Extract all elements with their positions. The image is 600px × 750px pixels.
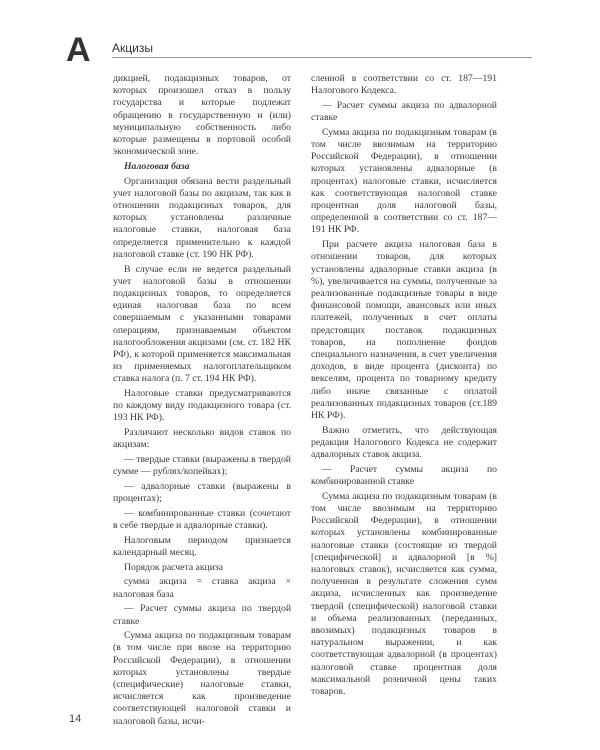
paragraph: Налоговым периодом признается календарный месяц. (113, 534, 291, 559)
paragraph: дикцией, подакцизных товаров, от которых произошел отказ в пользу государства и которые подлежат обращению в государственную и (или) муниципальную собственность либо которые размещены в портовой особой экономической зоне. (113, 73, 291, 158)
paragraph: — Расчет суммы акциза по комбинированной ставке (311, 463, 497, 487)
paragraph: Сумма акциза по подакцизным товарам (в том числе ввозимым на территорию Российской Федерации), в отношении которых установлены адвалорные (в процентах) налоговые ставки, исчисляется как соответствующая налоговой ставке процентная доля налоговой базы, определенной в соответствии со ст. 187—191 НК РФ. (311, 126, 497, 236)
paragraph: Важно отметить, что действующая редакция Налогового Кодекса не содержит адвалорных ставок акциза. (311, 424, 497, 461)
page-number: 14 (69, 713, 82, 725)
paragraph: — комбинированные ставки (сочетают в себе твердые и адвалорные ставки). (113, 507, 291, 532)
paragraph: Порядок расчета акциза (124, 561, 224, 573)
paragraph: Организация обязана вести раздельный учет налоговой базы по акцизам, так как в отношении подакцизных товаров, для которых установлены различные налоговые ставки, налоговая база определяется применительно к каждой налоговой ставке (ст. 190 НК РФ). (113, 175, 291, 260)
paragraph: — твердые ставки (выражены в твердой сумме — рублях/копейках); (113, 454, 291, 478)
paragraph: Налоговые ставки предусматриваются по каждому виду подакцизного товара (ст. 193 НК РФ). (113, 388, 291, 424)
paragraph: В случае если не ведется раздельный учет налоговой базы в отношении подакцизных товаров, то определяется единая налоговая база по всем совершаемым с указанными товарами операциям, признаваемым объектом налогообложения акцизами (см. ст. 182 НК РФ), к которой применяется максимальная из применяемых налогоплательщиком ставка налога (п. 7 ст. 194 НК РФ). (113, 263, 291, 385)
left-text-column (113, 73, 291, 728)
right-text-column (311, 73, 497, 698)
paragraph: — адвалорные ставки (выражены в процентах); (113, 481, 291, 505)
header-divider (112, 57, 532, 58)
paragraph: Сумма акциза по подакцизным товарам (в том числе при ввозе на территорию Российской Федерации), в отношении которых установлены твердые (специфические) налоговые ставки, исчисляется как произведение соответствующей налоговой ставки и налоговой базы, исчи- (113, 630, 291, 727)
paragraph: сленной в соответствии со ст. 187—191 Налогового Кодекса. (311, 73, 497, 97)
paragraph: — Расчет суммы акциза по твердой ставке (113, 603, 291, 627)
paragraph: При расчете акциза налоговая база в отношении товаров, для которых установлены адвалорные ставки акциза (в %), увеличивается на суммы, полученные за реализованные подакцизные товары в виде финансовой помощи, авансовых или иных платежей, полученных в счет оплаты предстоящих поставок подакцизных товаров, на пополнение фондов специального назначения, в счет увеличения доходов, в виде процента (дисконта) по векселям, процента по товарному кредиту либо иначе связанные с оплатой реализованных подакцизных товаров (ст.189 НК РФ). (311, 239, 497, 421)
section-subheading: Налоговая база (124, 160, 190, 172)
paragraph: Различают несколько видов ставок по акцизам: (113, 427, 291, 451)
section-title: Акцизы (112, 41, 153, 55)
paragraph: сумма акциза = ставка акциза × налоговая база (113, 576, 291, 600)
section-letter: А (66, 31, 91, 69)
paragraph: Сумма акциза по подакцизным товарам (в том числе ввозимым на территорию Российской Федерации), в отношении которых установлены комбинированные налоговые ставки (состоящие из твердой [специфической] и адвалорной [в %] налоговых ставок), исчисляется как сумма, полученная в результате сложения сумм акциза, исчисленных как произведение твердой (специфической) налоговой ставки и объема реализованных (переданных, ввозимых) подакцизных товаров в натуральном выражении, и как соответствующая адвалорной (в процентах) налоговой ставке процентная доля максимальной розничной цены таких товаров. (311, 490, 497, 697)
paragraph: — Расчет суммы акциза по адвалорной ставке (311, 99, 497, 124)
